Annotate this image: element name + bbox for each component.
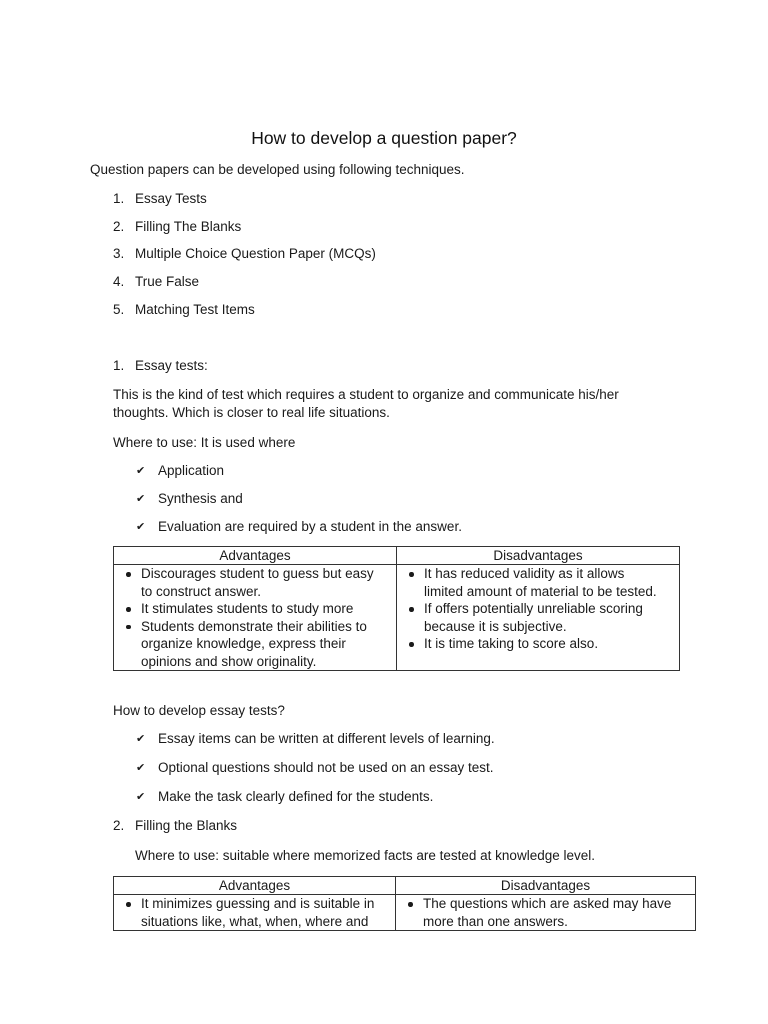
disadvantages-header: Disadvantages [397, 547, 680, 565]
develop-essay-item [136, 731, 495, 746]
checkmark-icon: ✔ [136, 521, 146, 533]
disadvantages-header: Disadvantages [396, 877, 696, 895]
advantage-item: It minimizes guessing and is suitable in situations like, what, when, where and [114, 895, 395, 930]
technique-number: 5. [113, 302, 125, 317]
use-label: Evaluation are required by a student in the answer. [158, 519, 462, 534]
develop-essay-heading: How to develop essay tests? [113, 703, 285, 718]
advantage-item: Students demonstrate their abilities to organize knowledge, express their opinions and show originality. [114, 618, 396, 671]
where-label: Where to use: [113, 435, 198, 450]
disadvantage-item: It is time taking to score also. [397, 635, 679, 653]
section-title: Essay tests: [135, 358, 208, 373]
essay-description-line: thoughts. Which is closer to real life situations. [113, 405, 390, 420]
use-label: Synthesis and [158, 491, 243, 506]
advantages-header: Advantages [114, 547, 397, 565]
section-heading-blanks [113, 818, 237, 833]
disadvantages-cell [397, 565, 680, 671]
checkmark-icon: ✔ [136, 465, 146, 477]
checkmark-icon: ✔ [136, 493, 146, 505]
technique-item [113, 274, 199, 289]
where-text: It is used where [197, 435, 296, 450]
disadvantages-cell [396, 895, 696, 931]
technique-item [113, 219, 241, 234]
checkmark-icon: ✔ [136, 762, 146, 774]
technique-number: 3. [113, 246, 125, 261]
technique-label: True False [135, 274, 200, 289]
advantages-cell [114, 895, 396, 931]
disadvantage-item: The questions which are asked may have more than one answers. [396, 895, 695, 930]
essay-pros-cons-table [113, 546, 680, 671]
advantages-cell [114, 565, 397, 671]
technique-number: 4. [113, 274, 125, 289]
checkmark-icon: ✔ [136, 791, 146, 803]
advantages-header: Advantages [114, 877, 396, 895]
section-number: 2. [113, 818, 125, 833]
section-title: Filling the Blanks [135, 818, 238, 833]
where-label: Where to use: [135, 848, 220, 863]
develop-label: Optional questions should not be used on an essay test. [158, 760, 494, 775]
page-title: How to develop a question paper? [251, 128, 517, 148]
section-heading-essay [113, 358, 208, 373]
checkmark-icon: ✔ [136, 733, 146, 745]
intro-text: Question papers can be developed using following techniques. [90, 162, 465, 177]
essay-use-item [136, 463, 224, 478]
disadvantage-item: It has reduced validity as it allows limited amount of material to be tested. [397, 565, 679, 600]
essay-description-line: This is the kind of test which requires a student to organize and communicate his/her [113, 387, 619, 402]
advantage-item: It stimulates students to study more [114, 600, 396, 618]
develop-essay-item [136, 760, 493, 775]
technique-label: Matching Test Items [135, 302, 255, 317]
develop-essay-item [136, 789, 433, 804]
technique-number: 2. [113, 219, 125, 234]
blanks-pros-cons-table [113, 876, 696, 931]
essay-use-item [136, 491, 243, 506]
develop-label: Essay items can be written at different levels of learning. [158, 731, 495, 746]
technique-label: Filling The Blanks [135, 219, 242, 234]
use-label: Application [158, 463, 225, 478]
advantage-item: Discourages student to guess but easy to construct answer. [114, 565, 396, 600]
technique-label: Multiple Choice Question Paper (MCQs) [135, 246, 376, 261]
technique-label: Essay Tests [135, 191, 207, 206]
blanks-where-to-use [135, 847, 595, 865]
section-number: 1. [113, 358, 125, 373]
technique-item [113, 302, 255, 317]
essay-use-item [136, 519, 462, 534]
develop-label: Make the task clearly defined for the students. [158, 789, 434, 804]
where-text: suitable where memorized facts are tested at knowledge level. [219, 848, 595, 863]
disadvantage-item: If offers potentially unreliable scoring because it is subjective. [397, 600, 679, 635]
technique-item [113, 246, 376, 261]
technique-item [113, 191, 207, 206]
technique-number: 1. [113, 191, 125, 206]
essay-where-to-use [113, 434, 295, 452]
